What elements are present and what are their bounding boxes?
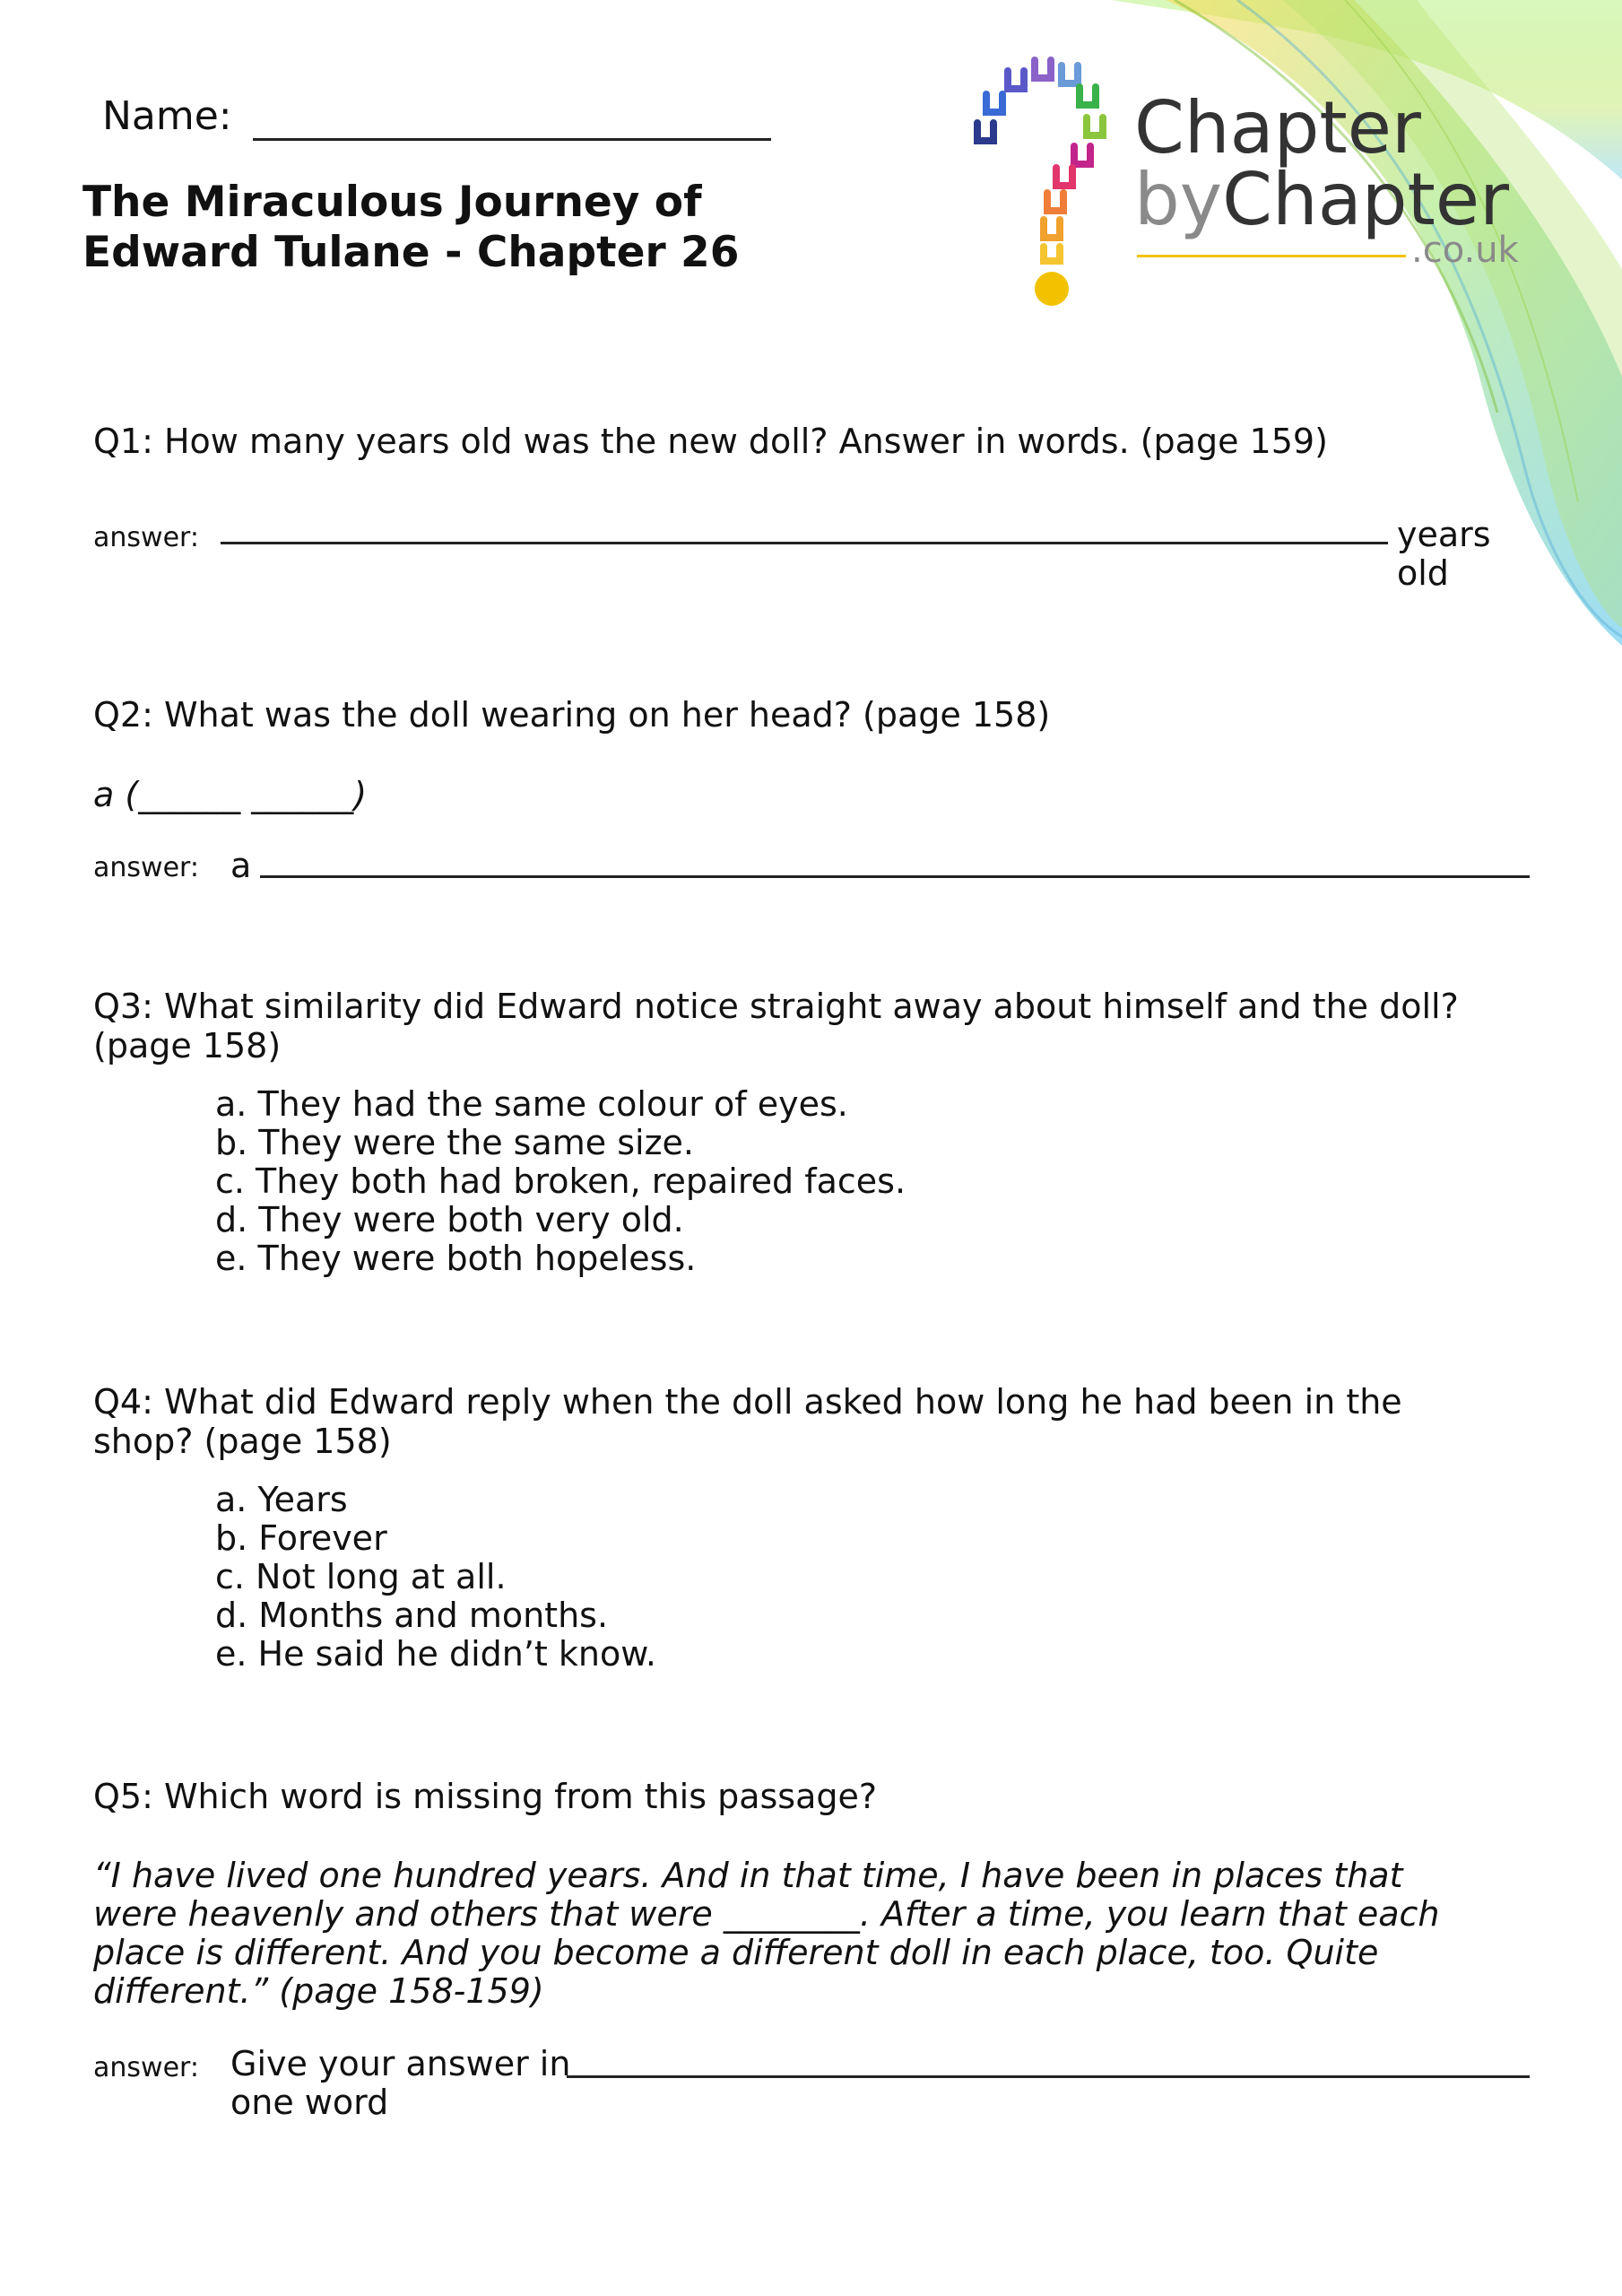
q5-answer-label: answer: [93, 2052, 199, 2083]
q5-question: Q5: Which word is missing from this passage? [93, 1777, 878, 1816]
q4-option-b[interactable]: b. Forever [215, 1518, 387, 1558]
q4-option-c[interactable]: c. Not long at all. [215, 1557, 507, 1596]
q3-option-b[interactable]: b. They were the same size. [215, 1123, 694, 1162]
logo-word-by: by [1134, 158, 1223, 241]
q1-suffix [1397, 516, 1491, 593]
logo-word-chapter: Chapter [1134, 86, 1421, 170]
q3-option-d[interactable]: d. They were both very old. [215, 1200, 684, 1239]
q3-options [215, 1085, 906, 1278]
q1-suffix-line-1: years [1397, 515, 1491, 554]
q1-question: Q1: How many years old was the new doll? Answer in words. (page 159) [93, 422, 1328, 461]
name-label: Name: [102, 93, 232, 139]
q3-option-e[interactable]: e. They were both hopeless. [215, 1239, 697, 1278]
q1-suffix-line-2: old [1397, 553, 1449, 593]
q5-passage: “I have lived one hundred years. And in that time, I have been in places that were heavenly and others that were ________. After a time, you learn that each place is different. And you become a different doll in each place, too. Quite different.” (page 158-159) [93, 1856, 1440, 2011]
q5-instruction [230, 2045, 570, 2122]
q4-option-d[interactable]: d. Months and months. [215, 1596, 609, 1635]
q3-question: Q3: What similarity did Edward notice straight away about himself and the doll? (page 158) [93, 987, 1459, 1065]
q4-option-a[interactable]: a. Years [215, 1480, 348, 1519]
logo-word-chapter-2: Chapter [1222, 158, 1509, 241]
name-field[interactable] [253, 106, 771, 141]
q2-answer-prefix: a [230, 846, 252, 885]
q2-answer-label: answer: [93, 852, 199, 883]
q1-answer-field[interactable] [221, 513, 1388, 544]
logo-line-2 [1134, 160, 1509, 240]
logo-books-icon [968, 49, 1125, 309]
q4-options [215, 1481, 656, 1674]
q2-answer-field[interactable] [260, 847, 1530, 878]
q4-option-e[interactable]: e. He said he didn’t know. [215, 1634, 656, 1674]
q2-hint: a (______ ______) [93, 775, 368, 814]
q5-instruction-line-1: Give your answer in [230, 2044, 571, 2083]
q3-option-c[interactable]: c. They both had broken, repaired faces. [215, 1161, 906, 1201]
q1-answer-label: answer: [93, 522, 199, 553]
q3-option-a[interactable]: a. They had the same colour of eyes. [215, 1084, 848, 1124]
worksheet-title [82, 178, 739, 278]
logo-underline [1137, 255, 1406, 257]
q2-question: Q2: What was the doll wearing on her head? (page 158) [93, 695, 1051, 735]
q4-question: Q4: What did Edward reply when the doll asked how long he had been in the shop? (page 158) [93, 1382, 1402, 1461]
title-line-1: The Miraculous Journey of [82, 178, 702, 227]
logo-domain: .co.uk [1411, 230, 1519, 271]
q5-instruction-line-2: one word [230, 2083, 389, 2122]
title-line-2: Edward Tulane - Chapter 26 [82, 228, 740, 277]
q5-answer-field[interactable] [567, 2047, 1530, 2078]
